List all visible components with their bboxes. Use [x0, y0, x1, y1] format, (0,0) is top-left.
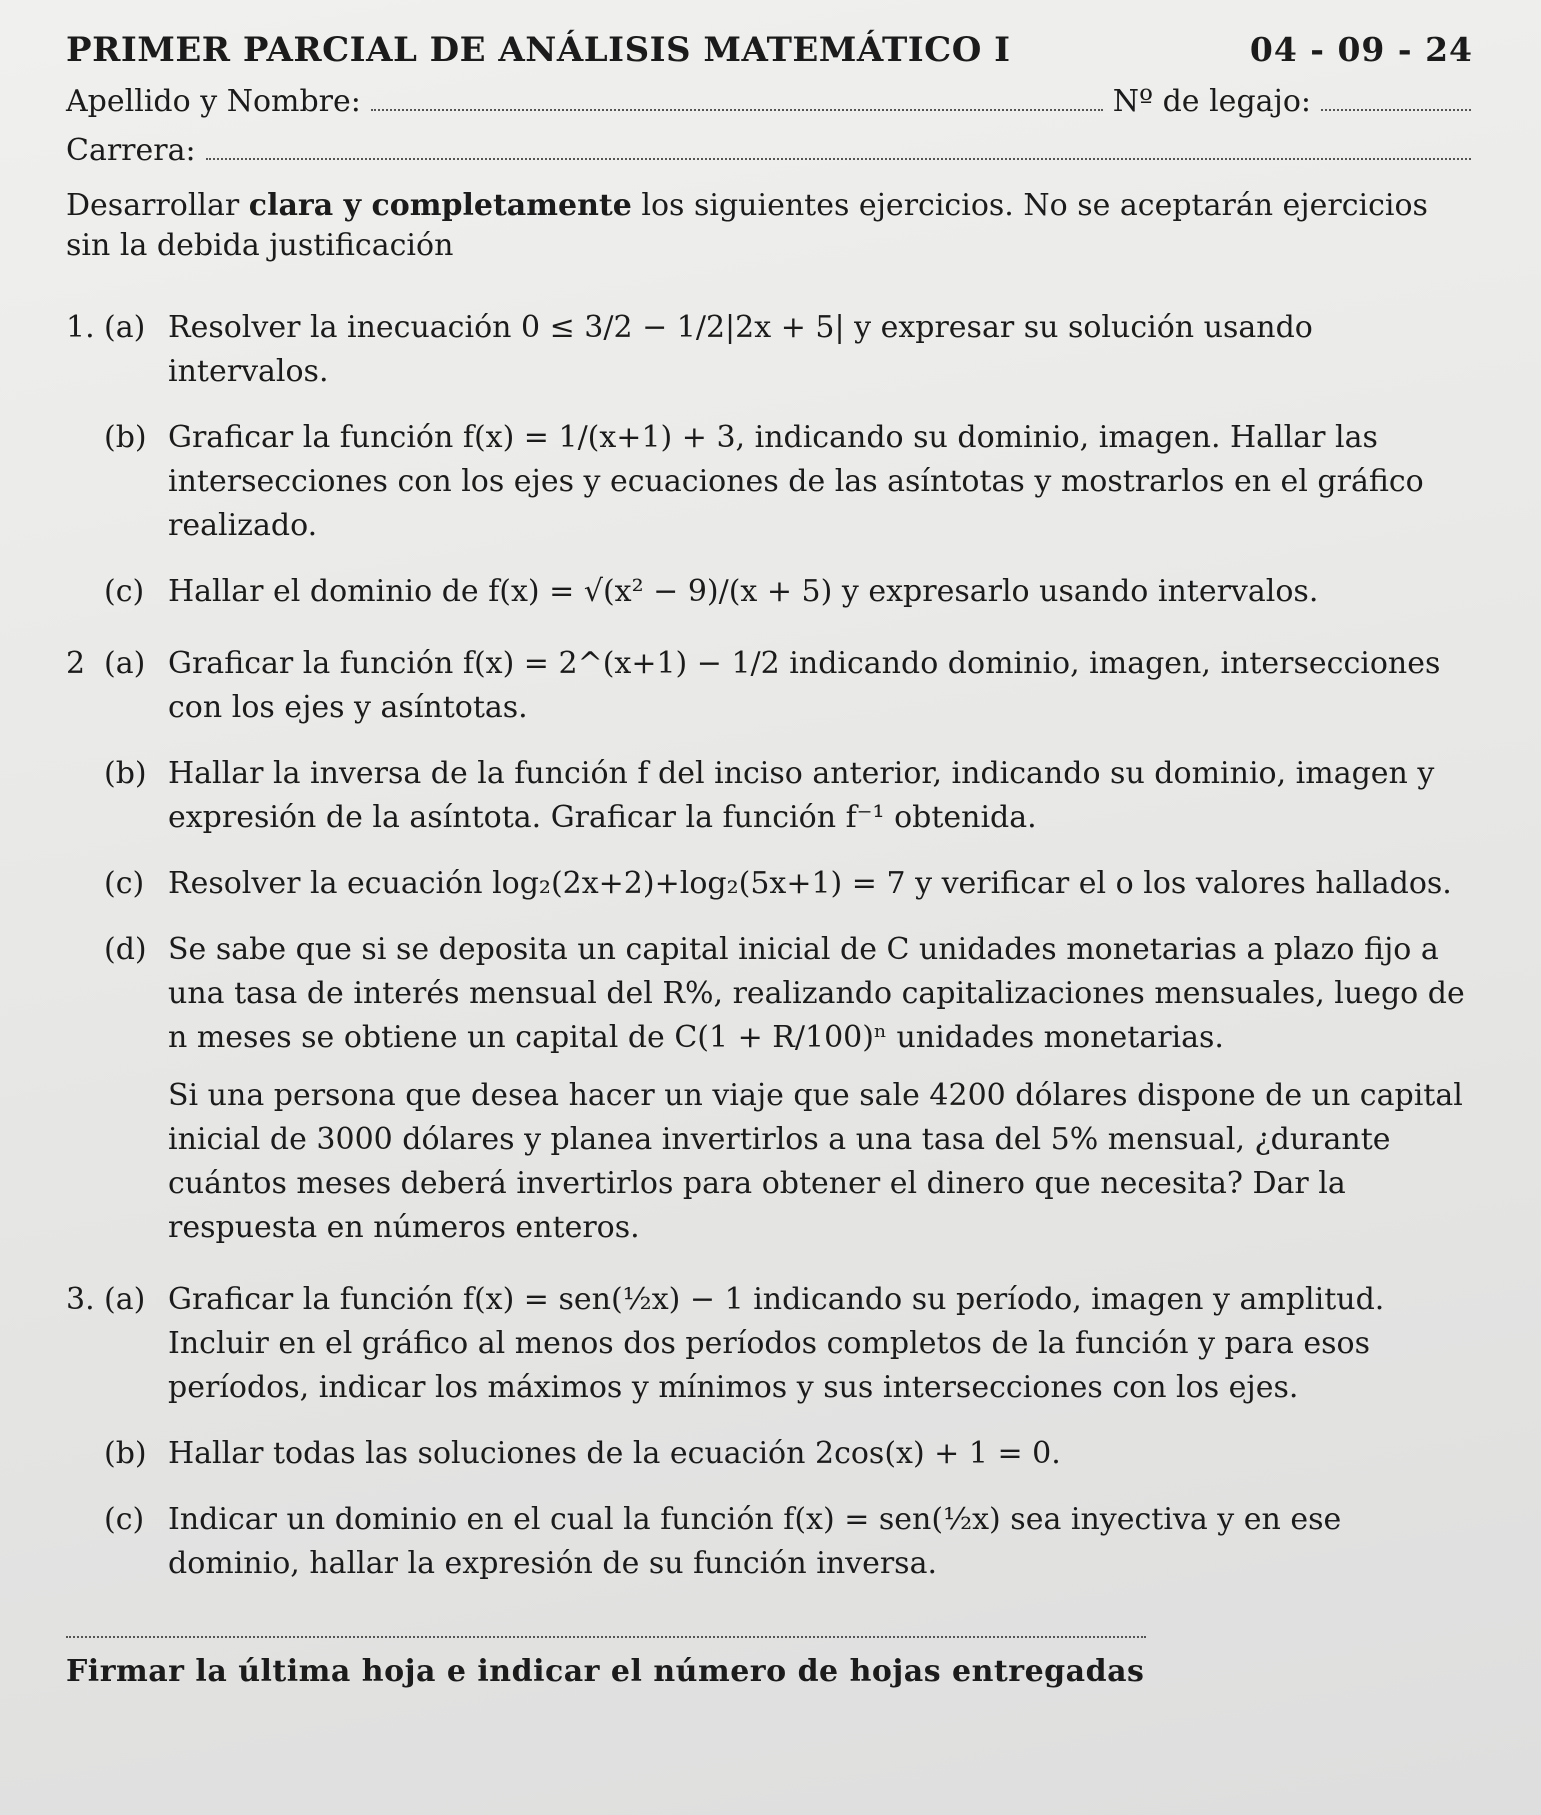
exercise-2-number: 2 — [66, 646, 86, 681]
item-label: (d) — [104, 932, 147, 967]
item-text: Indicar un dominio en el cual la función f(x) = sen(½x) sea inyectiva y en ese dominio, hallar la expresión de su función inversa. — [168, 1502, 1342, 1581]
item-label: (c) — [104, 866, 145, 901]
item-label: (a) — [104, 646, 146, 681]
exercise-2a — [66, 642, 1481, 730]
item-text: Se sabe que si se deposita un capital inicial de C unidades monetarias a plazo fijo a una tasa de interés mensual del R%, realizando capitalizaciones mensuales, luego de n meses se obtiene un capital de C(1 + R/100)ⁿ unidades monetarias. — [168, 932, 1465, 1055]
exercise-2c — [66, 862, 1481, 906]
item-label: (b) — [104, 420, 147, 455]
item-text: Resolver la inecuación 0 ≤ 3/2 − 1/2|2x + 5| y expresar su solución usando intervalos. — [168, 310, 1313, 389]
exercise-2b — [66, 752, 1481, 840]
item-text: Hallar la inversa de la función f del inciso anterior, indicando su dominio, imagen y expresión de la asíntota. Graficar la función f⁻¹ obtenida. — [168, 756, 1435, 835]
item-text: Graficar la función f(x) = sen(½x) − 1 indicando su período, imagen y amplitud. Incluir en el gráfico al menos dos períodos completos de la función y para esos períodos, indicar los máximos y mínimos y sus intersecciones con los ejes. — [168, 1282, 1385, 1405]
instructions-bold: clara y completamente — [248, 188, 632, 223]
exercise-3c — [66, 1498, 1481, 1586]
item-label: (c) — [104, 574, 145, 609]
item-text: Graficar la función f(x) = 1/(x+1) + 3, indicando su dominio, imagen. Hallar las intersecciones con los ejes y ecuaciones de las asíntotas y mostrarlos en el gráfico realizado. — [168, 420, 1424, 543]
exercise-3a — [66, 1278, 1481, 1410]
exam-title: PRIMER PARCIAL DE ANÁLISIS MATEMÁTICO I — [66, 30, 1011, 70]
item-text: Si una persona que desea hacer un viaje que sale 4200 dólares dispone de un capital inicial de 3000 dólares y planea invertirlos a una tasa del 5% mensual, ¿durante cuántos meses deberá invertirlos para obtener el dinero que necesita? Dar la respuesta en números enteros. — [168, 1078, 1463, 1245]
header — [66, 30, 1481, 70]
carrera-line — [66, 133, 1481, 168]
item-text: Resolver la ecuación log₂(2x+2)+log₂(5x+1) = 7 y verificar el o los valores hallados. — [168, 866, 1452, 901]
legajo-label: Nº de legajo: — [1112, 84, 1311, 119]
exercise-1b — [66, 416, 1481, 548]
exercise-1-number: 1. — [66, 310, 95, 345]
item-label: (b) — [104, 1436, 147, 1471]
carrera-label: Carrera: — [66, 133, 196, 168]
item-text-group — [168, 928, 1481, 1250]
item-text: Graficar la función f(x) = 2^(x+1) − 1/2 indicando dominio, imagen, intersecciones con los ejes y asíntotas. — [168, 646, 1441, 725]
footer-note: Firmar la última hoja e indicar el número de hojas entregadas — [66, 1654, 1145, 1689]
item-label: (a) — [104, 310, 146, 345]
exercise-3-number: 3. — [66, 1282, 95, 1317]
exercise-3 — [66, 1278, 1481, 1586]
exercise-2d — [66, 928, 1481, 1250]
instructions-lead: Desarrollar — [66, 188, 249, 223]
name-blank[interactable] — [371, 85, 1103, 111]
exercise-1 — [66, 306, 1481, 614]
exercise-3b — [66, 1432, 1481, 1476]
instructions-rest: los siguientes ejercicios. No se aceptarán ejercicios sin la debida justificación — [66, 188, 1428, 263]
item-text: Hallar todas las soluciones de la ecuación 2cos(x) + 1 = 0. — [168, 1436, 1061, 1471]
item-text: Hallar el dominio de f(x) = √(x² − 9)/(x + 5) y expresarlo usando intervalos. — [168, 574, 1319, 609]
item-label: (a) — [104, 1282, 146, 1317]
footer-divider — [66, 1636, 1146, 1638]
item-label: (b) — [104, 756, 147, 791]
legajo-blank[interactable] — [1321, 85, 1471, 111]
instructions — [66, 186, 1481, 266]
item-label: (c) — [104, 1502, 145, 1537]
carrera-blank[interactable] — [206, 134, 1471, 160]
exam-date: 04 - 09 - 24 — [1249, 30, 1473, 69]
name-label: Apellido y Nombre: — [66, 84, 361, 119]
exercise-1c — [66, 570, 1481, 614]
exercise-1a — [66, 306, 1481, 394]
name-line — [66, 84, 1481, 119]
exercise-2 — [66, 642, 1481, 1250]
